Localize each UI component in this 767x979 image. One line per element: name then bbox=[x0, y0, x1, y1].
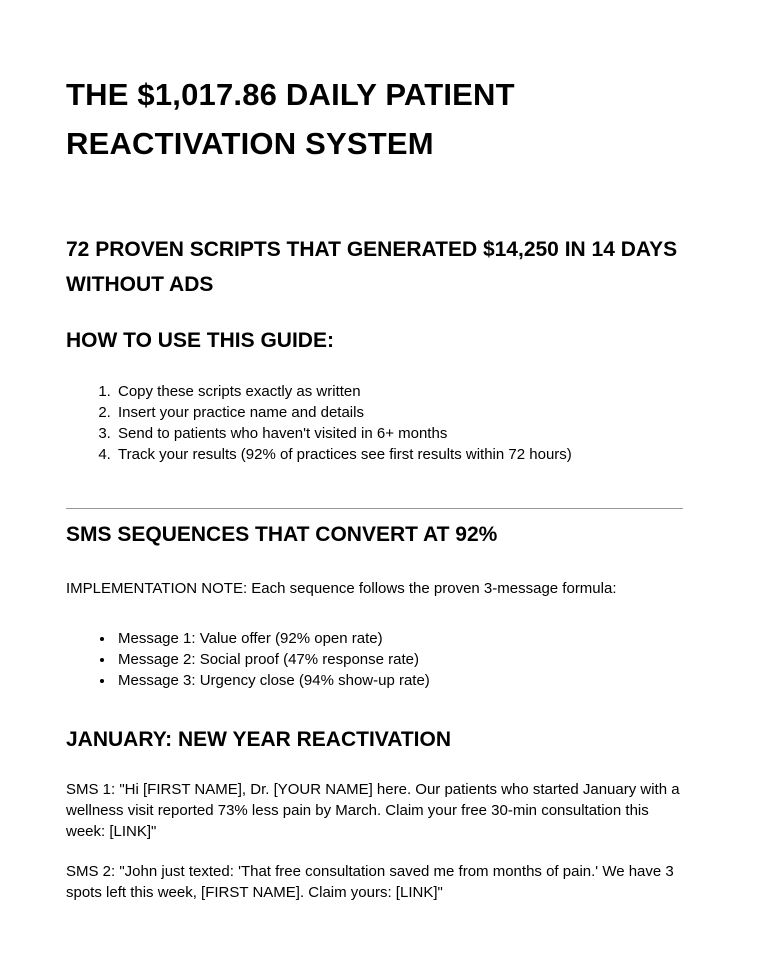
implementation-note: IMPLEMENTATION NOTE: Each sequence follows the proven 3-message formula: bbox=[66, 580, 617, 597]
how-to-step: 3. Send to patients who haven't visited in 6+ months bbox=[115, 423, 683, 444]
formula-item: • Message 1: Value offer (92% open rate) bbox=[115, 628, 683, 649]
sms-sequences-heading: SMS SEQUENCES THAT CONVERT AT 92% bbox=[66, 523, 498, 546]
section-divider bbox=[66, 508, 683, 509]
how-to-steps-list bbox=[66, 381, 683, 465]
sms-2-script: SMS 2: "John just texted: 'That free consultation saved me from months of pain.' We have 3 spots left this week, [FIRST NAME]. Claim yours: [LINK]" bbox=[66, 863, 674, 901]
how-to-guide-heading: HOW TO USE THIS GUIDE: bbox=[66, 329, 334, 352]
how-to-step: 1. Copy these scripts exactly as written bbox=[115, 381, 683, 402]
document-subtitle: 72 PROVEN SCRIPTS THAT GENERATED $14,250 IN 14 DAYS WITHOUT ADS bbox=[66, 238, 678, 296]
how-to-step: 2. Insert your practice name and details bbox=[115, 402, 683, 423]
document-title: THE $1,017.86 DAILY PATIENT REACTIVATION SYSTEM bbox=[66, 77, 515, 161]
message-formula-list bbox=[66, 628, 683, 691]
how-to-step: 4. Track your results (92% of practices see first results within 72 hours) bbox=[115, 444, 683, 465]
sms-1-script: SMS 1: "Hi [FIRST NAME], Dr. [YOUR NAME] here. Our patients who started January with a wellness visit reported 73% less pain by March. Claim your free 30-min consultation this week: [LINK]" bbox=[66, 781, 680, 840]
formula-item: • Message 3: Urgency close (94% show-up rate) bbox=[115, 670, 683, 691]
january-reactivation-heading: JANUARY: NEW YEAR REACTIVATION bbox=[66, 728, 452, 751]
formula-item: • Message 2: Social proof (47% response rate) bbox=[115, 649, 683, 670]
